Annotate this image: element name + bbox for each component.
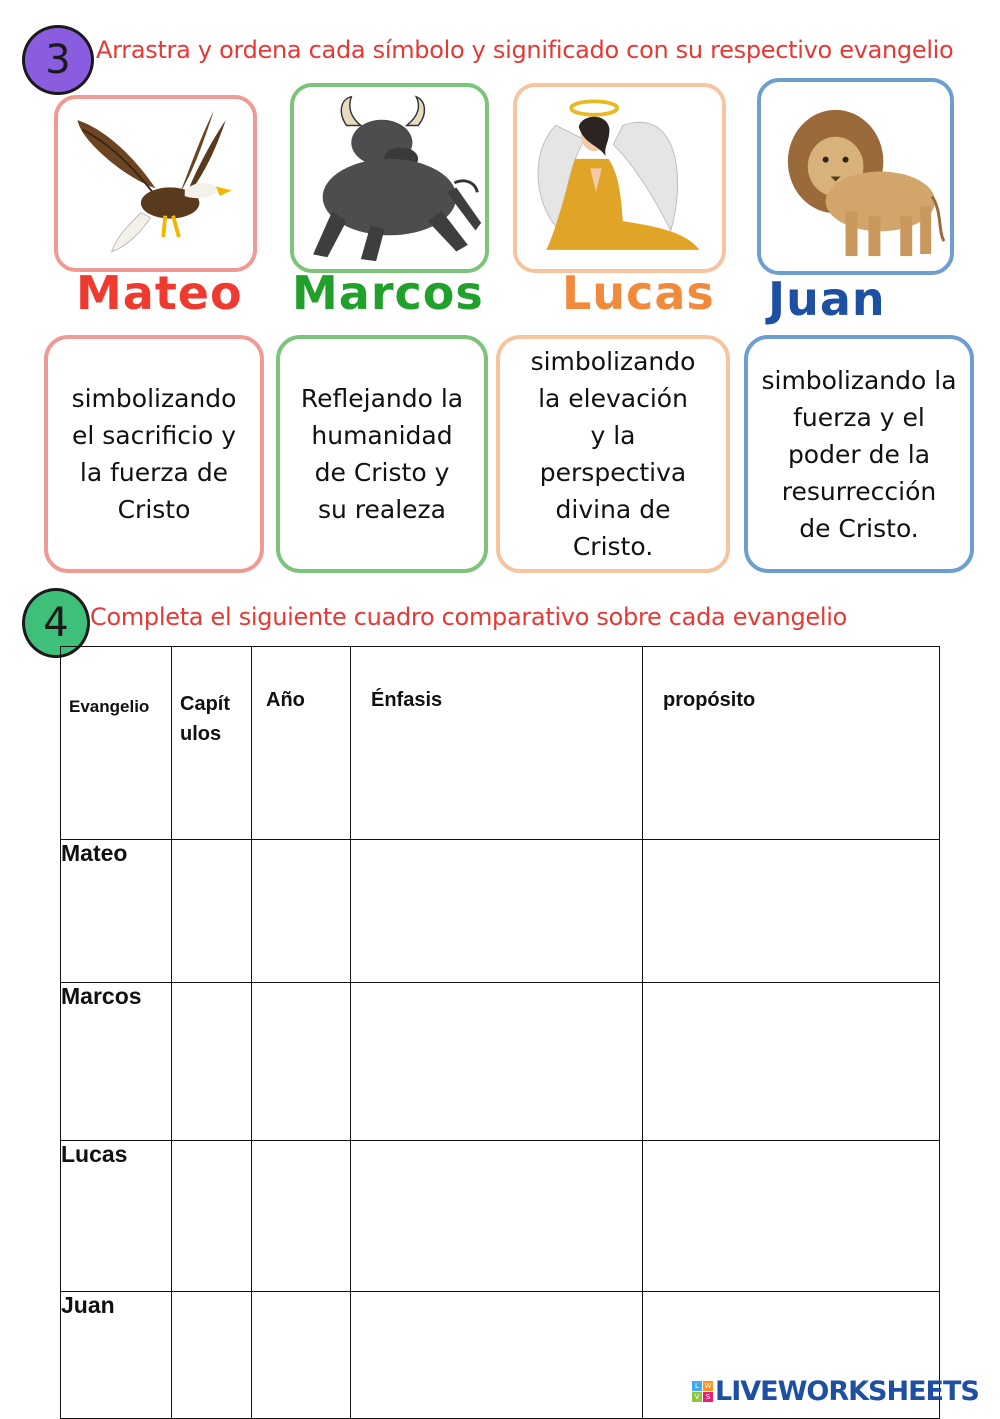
cell-ano[interactable] <box>252 840 351 983</box>
comparison-table <box>60 646 940 1419</box>
section-3-instruction: Arrastra y ordena cada símbolo y significado con su respectivo evangelio <box>96 36 954 64</box>
logo-mark-icon <box>692 1381 713 1402</box>
lion-symbol-card[interactable] <box>757 78 954 275</box>
cell-proposito[interactable] <box>643 1141 940 1292</box>
header-capitulos <box>172 647 252 840</box>
meaning-text: simbolizando la elevación y la perspectiva divina de Cristo. <box>530 347 696 561</box>
logo-mark-cell: V <box>692 1392 702 1402</box>
cell-proposito[interactable] <box>643 983 940 1141</box>
row-label-lucas: Lucas <box>61 1141 172 1292</box>
header-enfasis: Énfasis <box>351 647 643 840</box>
liveworksheets-logo[interactable] <box>692 1376 979 1407</box>
cell-capitulos[interactable] <box>172 840 252 983</box>
meaning-card-2[interactable] <box>276 335 488 573</box>
section-4-instruction: Completa el siguiente cuadro comparativo sobre cada evangelio <box>90 603 847 631</box>
lion-icon <box>761 82 950 271</box>
logo-mark-cell: L <box>692 1381 702 1391</box>
gospel-name-lucas: Lucas <box>562 266 715 320</box>
gospel-name-mateo: Mateo <box>76 266 243 320</box>
meaning-text: Reflejando la humanidad de Cristo y su realeza <box>300 384 464 524</box>
meaning-text: simbolizando el sacrificio y la fuerza de Cristo <box>71 384 237 524</box>
eagle-icon <box>58 99 253 268</box>
cell-ano[interactable] <box>252 1141 351 1292</box>
meaning-card-1[interactable] <box>44 335 264 573</box>
cell-proposito[interactable] <box>643 840 940 983</box>
table-row <box>61 983 940 1141</box>
eagle-symbol-card[interactable] <box>54 95 257 272</box>
logo-mark-cell: S <box>703 1392 713 1402</box>
cell-capitulos[interactable] <box>172 1292 252 1419</box>
gospel-name-juan: Juan <box>768 272 886 326</box>
cell-enfasis[interactable] <box>351 840 643 983</box>
bull-icon <box>294 87 485 269</box>
table-header-row <box>61 647 940 840</box>
section-3-number: 3 <box>45 37 71 83</box>
row-label-juan: Juan <box>61 1292 172 1419</box>
cell-capitulos[interactable] <box>172 983 252 1141</box>
cell-enfasis[interactable] <box>351 1292 643 1419</box>
header-ano: Año <box>252 647 351 840</box>
header-evangelio: Evangelio <box>61 647 172 840</box>
header-proposito: propósito <box>643 647 940 840</box>
table-row <box>61 840 940 983</box>
row-label-marcos: Marcos <box>61 983 172 1141</box>
logo-mark-cell: W <box>704 1382 712 1390</box>
cell-enfasis[interactable] <box>351 1141 643 1292</box>
gospel-name-marcos: Marcos <box>292 266 484 320</box>
cell-capitulos[interactable] <box>172 1141 252 1292</box>
bull-symbol-card[interactable] <box>290 83 489 273</box>
table-row <box>61 1141 940 1292</box>
cell-ano[interactable] <box>252 1292 351 1419</box>
meaning-text: simbolizando la fuerza y el poder de la resurrección de Cristo. <box>761 365 957 543</box>
angel-symbol-card[interactable] <box>513 83 726 273</box>
header-capitulos-text: Capít ulos <box>180 693 230 745</box>
meaning-card-4[interactable] <box>744 335 974 573</box>
section-3-badge <box>22 25 94 95</box>
logo-text: LIVEWORKSHEETS <box>715 1376 979 1407</box>
meaning-card-3[interactable] <box>496 335 730 573</box>
angel-icon <box>517 87 722 269</box>
section-4-number: 4 <box>43 600 69 646</box>
cell-enfasis[interactable] <box>351 983 643 1141</box>
cell-ano[interactable] <box>252 983 351 1141</box>
row-label-mateo: Mateo <box>61 840 172 983</box>
